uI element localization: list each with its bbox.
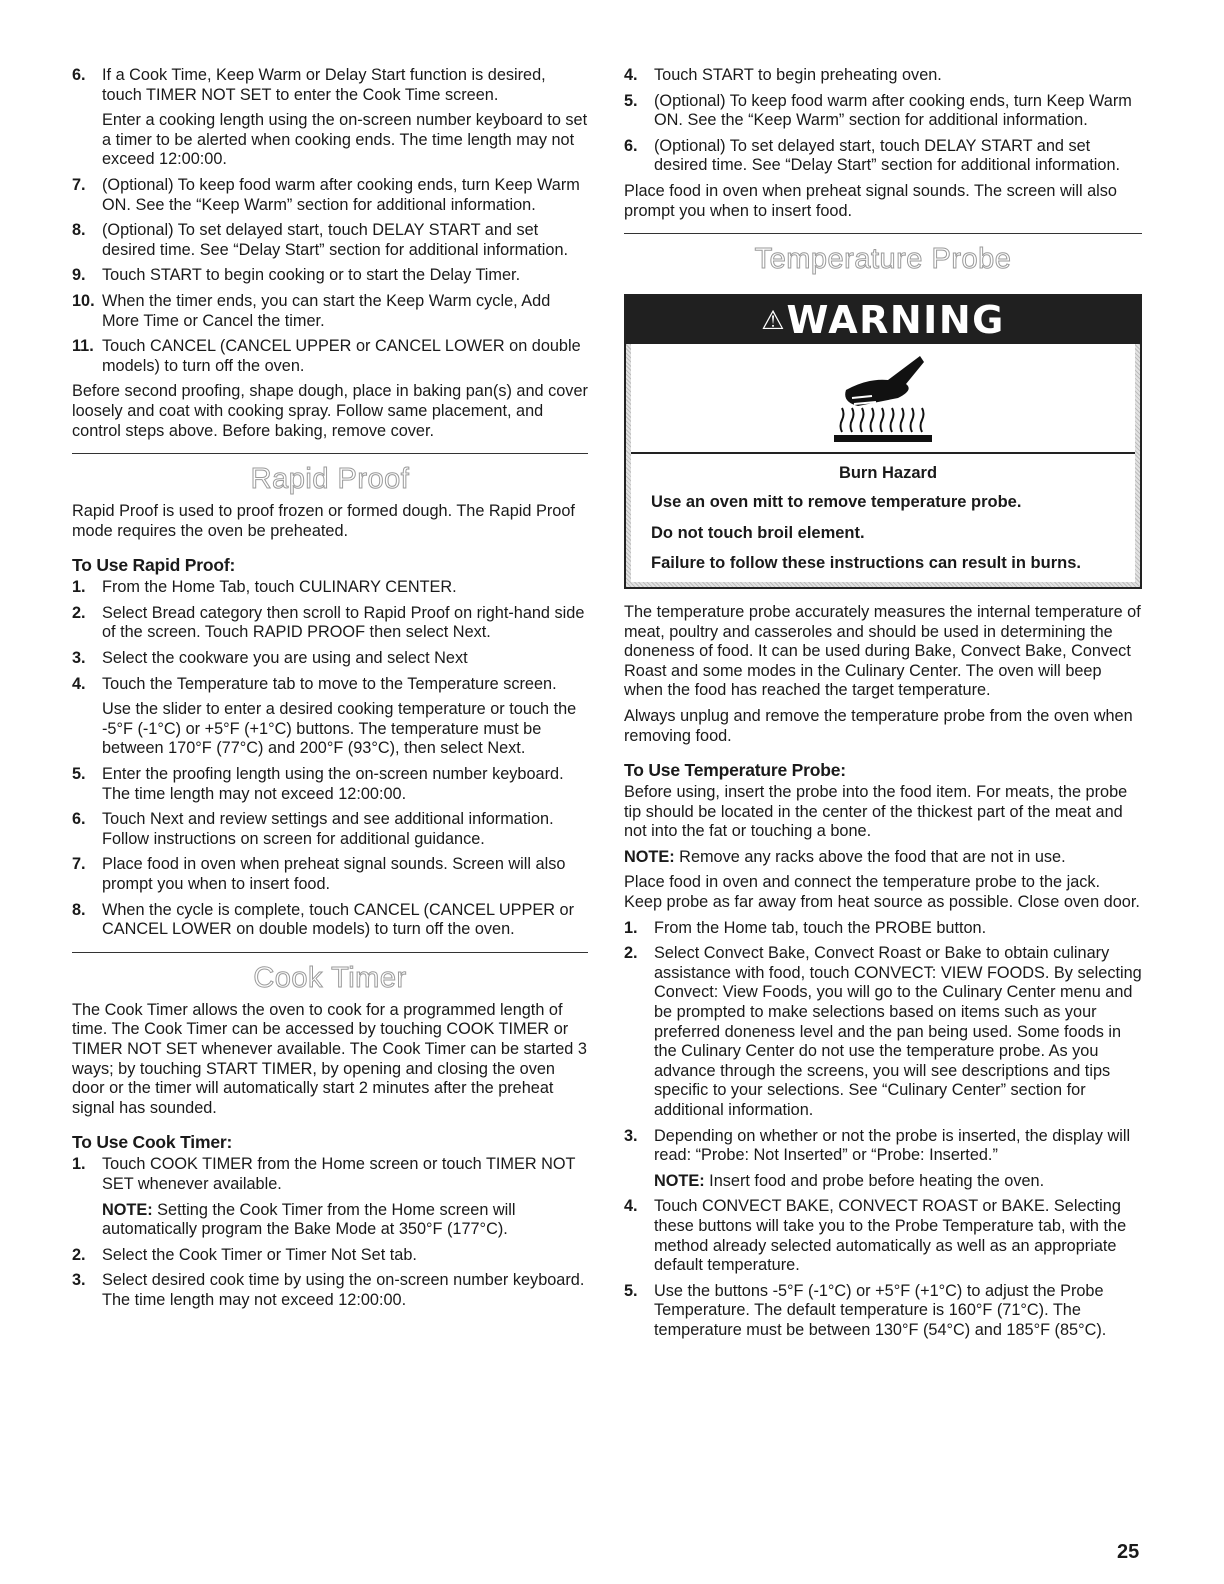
list-item: 4. Touch START to begin preheating oven. [624,66,942,84]
divider [624,233,1142,234]
warning-triangle-icon: ⚠ [761,304,785,335]
rapid-proof-steps [72,578,588,940]
list-item: 2. Select Bread category then scroll to Rapid Proof on right-hand side of the screen. Touch RAPID PROOF then select Next. [72,603,585,642]
list-item: 6. If a Cook Time, Keep Warm or Delay Start function is desired, touch TIMER NOT SET to enter the Cook Time screen. Enter a cooking length using the on-screen number keyboard to set a timer to be alerted when cooking ends. The time length may not exceed 12:00:00. [72,66,588,169]
warning-line: Use an oven mitt to remove temperature probe. [651,493,1022,512]
list-item: 2. Select Convect Bake, Convect Roast or Bake to obtain culinary assistance with food, touch CONVECT: VIEW FOODS. By selecting Convect: View Foods, you will go to the Culinary Center menu and be prompted to make selections based on items such as your preferred doneness level and the pan being used. Some foods in the Culinary Center do not use the temperature probe. As you advance through the screens, you will see descriptions and tips specific to your selections. See “Culinary Center” section for additional information. [624,944,1142,1119]
list-item: 1. From the Home tab, touch the PROBE button. [624,918,987,937]
step-detail: Enter a cooking length using the on-screen number keyboard to set a timer to be alerted when cooking ends. The time length may not exceed 12:00:00. [102,111,588,169]
list-item: 9. Touch START to begin cooking or to start the Delay Timer. [72,266,521,285]
right-column [624,66,1142,1347]
list-item: 7. Place food in oven when preheat signal sounds. Screen will also prompt you when to insert food. [72,855,566,893]
warning-line: Do not touch broil element. [651,523,865,542]
hazard-title: Burn Hazard [838,464,938,483]
list-item: 5. (Optional) To keep food warm after cooking ends, turn Keep Warm ON. See the “Keep Warm” section for additional information. [624,91,1132,130]
list-item: 6. Touch Next and review settings and see additional information. Follow instructions on screen for additional guidance. [72,810,554,848]
list-item: 10. When the timer ends, you can start the Keep Warm cycle, Add More Time or Cancel the timer. [72,291,551,330]
list-item: 5. Enter the proofing length using the on-screen number keyboard. The time length may not exceed 12:00:00. [72,765,564,803]
warning-header [626,296,1140,344]
rapid-proof-intro: Rapid Proof is used to proof frozen or formed dough. The Rapid Proof mode requires the oven be preheated. [72,502,575,540]
place-food-paragraph: Place food in oven when preheat signal sounds. The screen will also prompt you when to insert food. [624,181,1117,220]
list-item: 2. Select the Cook Timer or Timer Not Set tab. [72,1245,417,1264]
list-item: 6. (Optional) To set delayed start, touch DELAY START and set desired time. See “Delay Start” section for additional information. [624,136,1121,175]
list-item: 1. From the Home Tab, touch CULINARY CENTER. [72,578,457,597]
list-item: 3. Depending on whether or not the probe is inserted, the display will read: “Probe: Not Inserted” or “Probe: Inserted.” NOTE: Insert food and probe before heating the oven. [624,1127,1142,1192]
list-item: 5. Use the buttons -5°F (-1°C) or +5°F (+1°C) to adjust the Probe Temperature. The default temperature is 160°F (71°C). The temperature must be between 130°F (54°C) and 185°F (85°C). [624,1281,1107,1339]
warning-title: WARNING [786,298,1005,343]
cook-timer-title: Cook Timer [253,961,407,994]
warning-line: Failure to follow these instructions can result in burns. [651,554,1081,573]
probe-steps [624,919,1142,1341]
list-item: 11. Touch CANCEL (CANCEL UPPER or CANCEL LOWER on double models) to turn off the oven. [72,337,581,375]
probe-heading: To Use Temperature Probe: [624,760,846,781]
rapid-proof-title: Rapid Proof [250,463,410,496]
cook-timer-steps [72,1155,588,1310]
list-item: 4. Touch the Temperature tab to move to the Temperature screen. Use the slider to enter a desired cooking temperature or touch the -5°F (-1°C) or +5°F (+1°C) buttons. The temperature must be between 170°F (77°C) and 200°F (93°C), then select Next. [72,675,588,759]
list-item: 3. Select desired cook time by using the on-screen number keyboard. The time length may not exceed 12:00:00. [72,1271,585,1309]
divider [72,952,588,953]
step-detail: Use the slider to enter a desired cooking temperature or touch the -5°F (-1°C) or +5°F (+1°C) buttons. The temperature must be between 170°F (77°C) and 200°F (93°C), then select Next. [102,700,577,758]
list-item: 3. Select the cookware you are using and select Next [72,649,468,668]
warning-text [631,454,1135,582]
right-continued-steps [624,66,1142,176]
probe-unplug: Always unplug and remove the temperature probe from the oven when removing food. [624,706,1133,745]
proofing-paragraph: Before second proofing, shape dough, place in baking pan(s) and cover loosely and coat with cooking spray. Follow same placement, and control steps above. Before baking, remove cover. [72,382,588,440]
left-continued-steps [72,66,588,376]
note: NOTE: Setting the Cook Timer from the Home screen will automatically program the Bake Mode at 350°F (177°C). [102,1200,516,1239]
hand-heat-icon [828,350,938,446]
probe-before: Before using, insert the probe into the food item. For meats, the probe tip should be located in the center of the thickest part of the meat and not into the fat or touching a bone. [624,783,1128,841]
list-item: 4. Touch CONVECT BAKE, CONVECT ROAST or BAKE. Selecting these buttons will take you to the Probe Temperature tab, with the method already selected automatically as well as an appropriate default temperature. [624,1197,1127,1275]
note: NOTE: Remove any racks above the food that are not in use. [624,847,1066,866]
note: NOTE: Insert food and probe before heating the oven. [654,1171,1045,1190]
list-item: 8. (Optional) To set delayed start, touch DELAY START and set desired time. See “Delay Start” section for additional information. [72,221,569,259]
cook-timer-heading: To Use Cook Timer: [72,1132,233,1153]
burn-hazard-icon [631,344,1135,454]
probe-intro: The temperature probe accurately measures the internal temperature of meat, poultry and casseroles and should be used in determining the doneness of food. It can be used during Bake, Convect Bake, Convect Roast and some modes in the Culinary Center. The oven will beep when the food has reached the target temperature. [624,602,1141,700]
temperature-probe-title: Temperature Probe [754,243,1012,276]
probe-place: Place food in oven and connect the temperature probe to the jack. Keep probe as far away from heat source as possible. Close oven door. [624,873,1140,912]
page-number: 25 [1117,1541,1140,1563]
cook-timer-intro: The Cook Timer allows the oven to cook for a programmed length of time. The Cook Timer can be accessed by touching COOK TIMER or TIMER NOT SET whenever available. The Cook Timer can be started 3 ways; by touching START TIMER, by opening and closing the oven door or the timer will automatically start 2 minutes after the preheat signal has sounded. [72,1000,587,1117]
left-column [72,66,588,1317]
divider [72,453,588,454]
list-item: 7. (Optional) To keep food warm after cooking ends, turn Keep Warm ON. See the “Keep Warm” section for additional information. [72,175,580,214]
list-item: 8. When the cycle is complete, touch CANCEL (CANCEL UPPER or CANCEL LOWER on double models) to turn off the oven. [72,900,575,939]
warning-box [624,294,1142,589]
list-item: 1. Touch COOK TIMER from the Home screen or touch TIMER NOT SET whenever available. NOTE: Setting the Cook Timer from the Home screen will automatically program the Bake Mode at 350°F (177°C). [72,1155,588,1239]
rapid-proof-heading: To Use Rapid Proof: [72,555,236,576]
